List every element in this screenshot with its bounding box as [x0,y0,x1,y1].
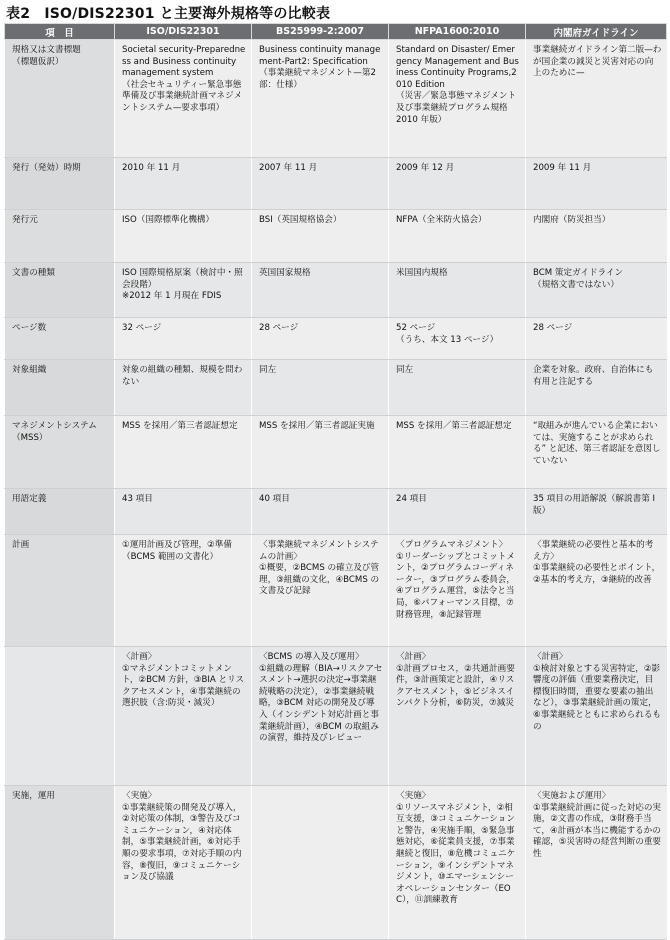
table-cell: 40 項目 [252,489,389,535]
header-bs25999: BS25999-2:2007 [252,24,389,40]
table-cell: 〈プログラムマネジメント〉 ①リーダーシップとコミットメント，②プログラムコーディネーター，③プログラム委員会，④プログラム運営，⑤法令と当局，⑥パフォーマンス目標，⑦財務管理，⑧記録管理 [389,535,526,647]
table-cell: 〈計画〉 ①計画プロセス，②共通計画要件，③計画策定と設計，④リスクアセスメント，⑤ビジネスインパクト分析，⑥防災，⑦減災 [389,647,526,786]
table-cell: 35 項目の用語解説（解説書第 I 版） [526,489,667,535]
header-row [5,24,667,40]
header-item: 項 目 [5,24,115,40]
table-cell: 米国国内規格 [389,263,526,318]
table-cell: 28 ページ [526,318,667,360]
table-cell [252,786,389,940]
table-row [5,318,667,360]
table-cell: 企業を対象。政府、自治体にも有用と注記する [526,360,667,416]
table-cell: 対象の組織の種類、規模を問わない [115,360,252,416]
row-label: 規格又は文書標題 （標題仮訳） [5,40,115,158]
comparison-table [4,23,667,940]
table-cell: ISO（国際標準化機構） [115,210,252,263]
table-cell: 同左 [389,360,526,416]
table-title: 表2 ISO/DIS22301 と主要海外規格等の比較表 [6,6,331,22]
table-cell: 同左 [252,360,389,416]
table-row [5,158,667,210]
table-cell: 2009 年 11 月 [526,158,667,210]
table-cell: BCM 策定ガイドライン （規格文書ではない） [526,263,667,318]
table-row [5,210,667,263]
table-cell: 〈計画〉 ①マネジメントコミットメント，②BCM 方針，③BIA とリスクアセスメント，④事業継続の選択肢（含:防災・減災） [115,647,252,786]
table-cell: “取組みが進んでいる企業においては、実施することが求められる” と記述、第三者認証を意図していない [526,416,667,489]
table-cell: MSS を採用／第三者認証想定 [115,416,252,489]
table-cell: BSI（英国規格協会） [252,210,389,263]
table-cell: ①運用計画及び管理，②準備（BCMS 範囲の文書化） [115,535,252,647]
table-cell: 24 項目 [389,489,526,535]
table-cell: 〈実施〉 ①事業継続策の開発及び導入，②対応策の体制，③警告及びコミュニケーション，④対応体制，⑤事業継続計画，⑥対応手順の要求事項，⑦対応手順の内容，⑧復旧，⑨コミュニケーション及び協議 [115,786,252,940]
table-cell: NFPA（全米防火協会） [389,210,526,263]
table-cell: 32 ページ [115,318,252,360]
table-row [5,786,667,940]
row-label: ページ数 [5,318,115,360]
table-row [5,535,667,647]
table-row [5,263,667,318]
header-nfpa1600: NFPA1600:2010 [389,24,526,40]
table-row [5,647,667,786]
row-label: 文書の種類 [5,263,115,318]
table-cell: 〈事業継続マネジメントシステムの計画〉 ①概要，②BCMS の確立及び管理，③組織の文化，④BCMS の文書及び記録 [252,535,389,647]
table-cell: Societal security-Preparedness and Business continuity management system （社会セキュリティー緊急事態準備及び事業継続計画マネジメントシステム—要求事項） [115,40,252,158]
table-cell: 事業継続ガイドライン第二版—わが国企業の減災と災害対応の向上のために— [526,40,667,158]
header-iso22301: ISO/DIS22301 [115,24,252,40]
row-label: 発行元 [5,210,115,263]
row-label: 発行（発効）時期 [5,158,115,210]
table-cell: 〈実施〉 ①リソースマネジメント，②相互支援，③コミュニケーションと警告，④実施手順，⑤緊急事態対応，⑥従業員支援，⑦事業継続と復旧，⑧危機コミュニケーション，⑨インシデントマネジメント，⑩エマーシェンシーオペレーションセンター（EOC），⑪訓練教育 [389,786,526,940]
table-row [5,416,667,489]
row-label: 対象組織 [5,360,115,416]
table-cell: MSS を採用／第三者認証実施 [252,416,389,489]
table-cell: 43 項目 [115,489,252,535]
row-label: 計画 [5,535,115,647]
table-cell: 〈事業継続の必要性と基本的考え方〉 ①事業継続の必要性とポイント，②基本的考え方，③継続的改善 [526,535,667,647]
row-label: 用語定義 [5,489,115,535]
table-cell: Standard on Disaster/ Emergency Management and Business Continuity Programs,2010 Edition （災害／緊急事態マネジメント及び事業継続プログラム規格 2010 年版） [389,40,526,158]
row-label: 実施，運用 [5,786,115,940]
table-cell: 〈実施および運用〉 ①事業継続計画に従った対応の実施，②文書の作成，③財務手当て，④計画が本当に機能するかの確認，⑤災害時の経営判断の重要性 [526,786,667,940]
row-label [5,647,115,786]
table-row [5,40,667,158]
table-cell: 52 ページ （うち、本文 13 ページ） [389,318,526,360]
row-label: マネジメントシステム （MSS） [5,416,115,489]
table-cell: 2010 年 11 月 [115,158,252,210]
table-cell: ISO 国際規格原案（検討中・照会段階） ※2012 年 1 月現在 FDIS [115,263,252,318]
table-cell: MSS を採用／第三者認証想定 [389,416,526,489]
table-cell: Business continuity management-Part2: Specification （事業継続マネジメント—第2部：仕様） [252,40,389,158]
table-cell: 英国国家規格 [252,263,389,318]
table-cell: 2007 年 11 月 [252,158,389,210]
table-cell: 28 ページ [252,318,389,360]
table-cell: 〈計画〉 ①検討対象とする災害特定，②影響度の評価（重要業務決定，目標復旧時間，重要な要素の抽出など），③事業継続計画の策定，⑥事業継続とともに求められるもの [526,647,667,786]
table-cell: 2009 年 12 月 [389,158,526,210]
header-cabinet-office: 内閣府ガイドライン [526,24,667,40]
table-row [5,360,667,416]
table-row [5,489,667,535]
table-cell: 内閣府（防災担当） [526,210,667,263]
table-cell: 〈BCMS の導入及び運用〉 ①組織の理解（BIA→リスクアセスメント→選択の決定→事業継続戦略の決定），②事業継続戦略，③BCM 対応の開発及び導入（インシデント対応計画と事業継続計画），④BCM の取組みの演習，維持及びレビュー [252,647,389,786]
